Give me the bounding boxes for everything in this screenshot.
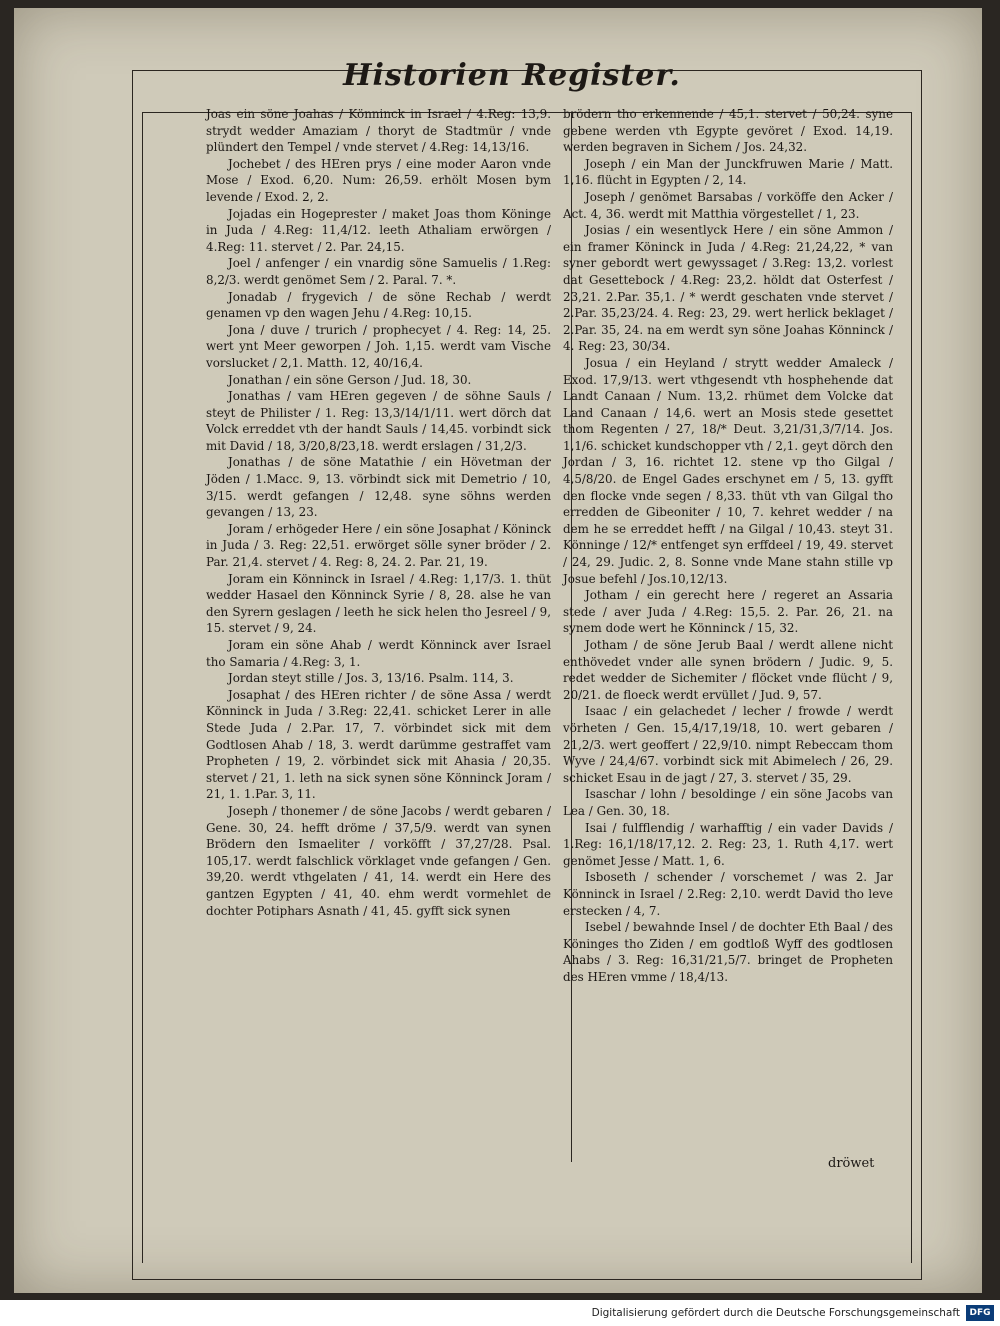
- register-entry: Joram ein söne Ahab / werdt Könninck aver Israel tho Samaria / 4.Reg: 3, 1.: [206, 638, 551, 669]
- register-entry: Isai / fulfflendig / warhafftig / ein vader Davids / 1.Reg: 16,1/18/17,12. 2. Reg: 23, 1. Ruth 4,17. wert genömet Jesse / Matt. 1, 6.: [563, 820, 893, 868]
- dfg-logo: DFG: [966, 1305, 994, 1321]
- register-entry: Joram ein Könninck in Israel / 4.Reg: 1,17/3. 1. thüt wedder Hasael den Könninck Syrie / 8, 28. alse he van den Syrern geslagen / leeth he sick helen tho Jesreel / 9, 15. stervet / 9, 24.: [206, 571, 551, 636]
- register-entry: Jona / duve / trurich / prophecyet / 4. Reg: 14, 25. wert ynt Meer geworpen / Joh. 1,15. werdt vam Vische vorslucket / 2,1. Matth. 12, 40/16,4.: [206, 322, 551, 370]
- register-entry: Josaphat / des HEren richter / de söne Assa / werdt Könninck in Juda / 3.Reg: 22,41. schicket Lerer in alle Stede Juda / 2.Par. 17, 7. vörbindet sick mit dem Godtlosen Ahab / 18, 3. werdt darümme gestraffet vam Propheten / 19, 2. vörbindet sick mit Ahasia / 20,35. stervet / 21, 1. leth na sick synen söne Könninck Joram / 21, 1. 1.Par. 3, 11.: [206, 687, 551, 802]
- page-title: Historien Register.: [343, 58, 681, 93]
- footer-bar: [0, 1300, 1000, 1326]
- register-entry: Isebel / bewahnde Insel / de dochter Eth Baal / des Köninges tho Ziden / em godtloß Wyff des godtlosen Ahabs / 3. Reg: 16,31/21,5/7. bringet de Propheten des HEren vmme / 18,4/13.: [563, 920, 893, 984]
- register-entry: Jonathas / vam HEren gegeven / de söhne Sauls / steyt de Philister / 1. Reg: 13,3/14/1/11. wert dörch dat Volck erreddet vth der handt Sauls / 14,45. vorbindt sick mit David / 18, 3/20,8/23,18. werdt erslagen / 31,2/3.: [206, 389, 551, 453]
- register-entry: Joel / anfenger / ein vnardig söne Samuelis / 1.Reg: 8,2/3. werdt genömet Sem / 2. Paral. 7. *.: [206, 256, 551, 287]
- register-entry: Jonathas / de söne Matathie / ein Hövetman der Jöden / 1.Macc. 9, 13. vörbindt sick mit Demetrio / 10, 3/15. werdt gefangen / 12,48. syne söhns werden gevangen / 13, 23.: [206, 455, 551, 520]
- register-entry: Jotham / ein gerecht here / regeret an Assaria stede / aver Juda / 4.Reg: 15,5. 2. Par. 26, 21. na synem dode wert he Könninck / 15, 32.: [563, 588, 893, 636]
- footer-credit: Digitalisierung gefördert durch die Deutsche Forschungsgemeinschaft: [591, 1307, 960, 1319]
- register-entry: Jochebet / des HEren prys / eine moder Aaron vnde Mose / Exod. 6,20. Num: 26,59. erhölt Mosen bym levende / Exod. 2, 2.: [206, 156, 551, 204]
- register-entry: Joseph / genömet Barsabas / vorköffe den Acker / Act. 4, 36. werdt mit Matthia vörgestellet / 1, 23.: [563, 189, 893, 221]
- register-entry: Jonathan / ein söne Gerson / Jud. 18, 30.: [228, 372, 472, 387]
- register-entry: Joram / erhögeder Here / ein söne Josaphat / Köninck in Juda / 3. Reg: 22,51. erwörget sölle syner bröder / 2. Par. 21,4. stervet / 4. Reg: 8, 24. 2. Par. 21, 19.: [206, 521, 551, 570]
- register-entry: Joas ein söne Joahas / Könninck in Israel / 4.Reg: 13,9. strydt wedder Amaziam / thoryt de Stadtmür / vnde plündert den Tempel / vnde stervet / 4.Reg: 14,13/16.: [206, 107, 551, 155]
- register-entry: Joseph / thonemer / de söne Jacobs / werdt gebaren / Gene. 30, 24. hefft dröme / 37,5/9. werdt van synen Brödern den Ismaeliter / vorköfft / 37,27/28. Psal. 105,17. werdt falschlick vörklaget vnde gefangen / Gen. 39,20. werdt vthgelaten / 41, 14. werdt ein Here des gantzen Egypten / 41, 40. ehm werdt vormehlet de dochter Potiphars Asnath / 41, 45. gyfft sick synen: [206, 803, 551, 918]
- register-entry: Joseph / ein Man der Junckfruwen Marie / Matt. 1,16. flücht in Egypten / 2, 14.: [563, 156, 893, 188]
- register-entry: Jonadab / frygevich / de söne Rechab / werdt genamen vp den wagen Jehu / 4.Reg: 10,15.: [206, 289, 551, 321]
- register-entry: Josua / ein Heyland / strytt wedder Amaleck / Exod. 17,9/13. wert vthgesendt vth hosphehende dat Landt Canaan / Num. 13,2. rhümet dem Volcke dat Land Canaan / 14,6. wert an Mosis stede gesettet thom Regenten / 27, 18/* Deut. 3,21/31,3/7/14. Jos. 1,1/6. schicket kundschopper vth / 2,1. geyt dörch den Jordan / 3, 16. richtet 12. stene vp tho Gilgal / 4,5/8/20. de Engel Gades erschynet em / 5, 13. gyfft den flocke vnde segen / 8,33. thüt vth van Gilgal tho erredden de Gibeoniter / 10, 7. kehret wedder / na dem he se erreddet hefft / na Gilgal / 10,43. steyt 31. Könninge / 12/* entfenget syn erffdeel / 19, 49. stervet / 24, 29. Judic. 2, 8. Sonne vnde Mane stahn stille vp Josue befehl / Jos.10,12/13.: [563, 355, 893, 586]
- register-entry: Isaac / ein gelachedet / lecher / frowde / werdt vörheten / Gen. 15,4/17,19/18, 10. wert gebaren / 21,2/3. wert geoffert / 22,9/10. nimpt Rebeccam thom Wyve / 24,4/67. vorbindt sick mit Abimelech / 26, 29. schicket Esau in de jagt / 27, 3. stervet / 35, 29.: [563, 704, 893, 785]
- register-entry: Josias / ein wesentlyck Here / ein söne Ammon / ein framer Köninck in Juda / 4.Reg: 21,24,22, * van syner gebordt wert gewyssaget / 3.Reg: 13,2. vorlest dat Gesettebock / 4.Reg: 23,2. höldt dat Osterfest / 23,21. 2.Par. 35,1. / * werdt geschaten vnde stervet / 2.Par. 35,23/24. 4. Reg: 23, 29. wert herlick beklaget / 2.Par. 35, 24. na em werdt syn söne Joahas Könninck / 4. Reg: 23, 30/34.: [563, 223, 893, 354]
- register-entry: Isaschar / lohn / besoldinge / ein söne Jacobs van Lea / Gen. 30, 18.: [563, 787, 893, 818]
- register-entry: Jordan steyt stille / Jos. 3, 13/16. Psalm. 114, 3.: [228, 671, 514, 686]
- right-column: [563, 106, 893, 985]
- catchword: dröwet: [828, 1156, 875, 1171]
- register-entry: Jojadas ein Hogeprester / maket Joas thom Köninge in Juda / 4.Reg: 11,4/12. leeth Athaliam erwörgen / 4.Reg: 11. stervet / 2. Par. 24,15.: [206, 206, 551, 254]
- register-entry: brödern tho erkennende / 45,1. stervet / 50,24. syne gebene werden vth Egypte gevöret / Exod. 14,19. werden begraven in Sichem / Jos. 24,32.: [563, 107, 893, 155]
- register-entry: Isboseth / schender / vorschemet / was 2. Jar Könninck in Israel / 2.Reg: 2,10. werdt David tho leve erstecken / 4, 7.: [563, 870, 893, 918]
- left-column: [206, 106, 551, 919]
- register-entry: Jotham / de söne Jerub Baal / werdt allene nicht enthövedet vnder alle synen brödern / Judic. 9, 5. redet wedder de Sichemiter / flöcket vnde flücht / 9, 20/21. de floeck werdt ervüllet / Jud. 9, 57.: [563, 638, 893, 702]
